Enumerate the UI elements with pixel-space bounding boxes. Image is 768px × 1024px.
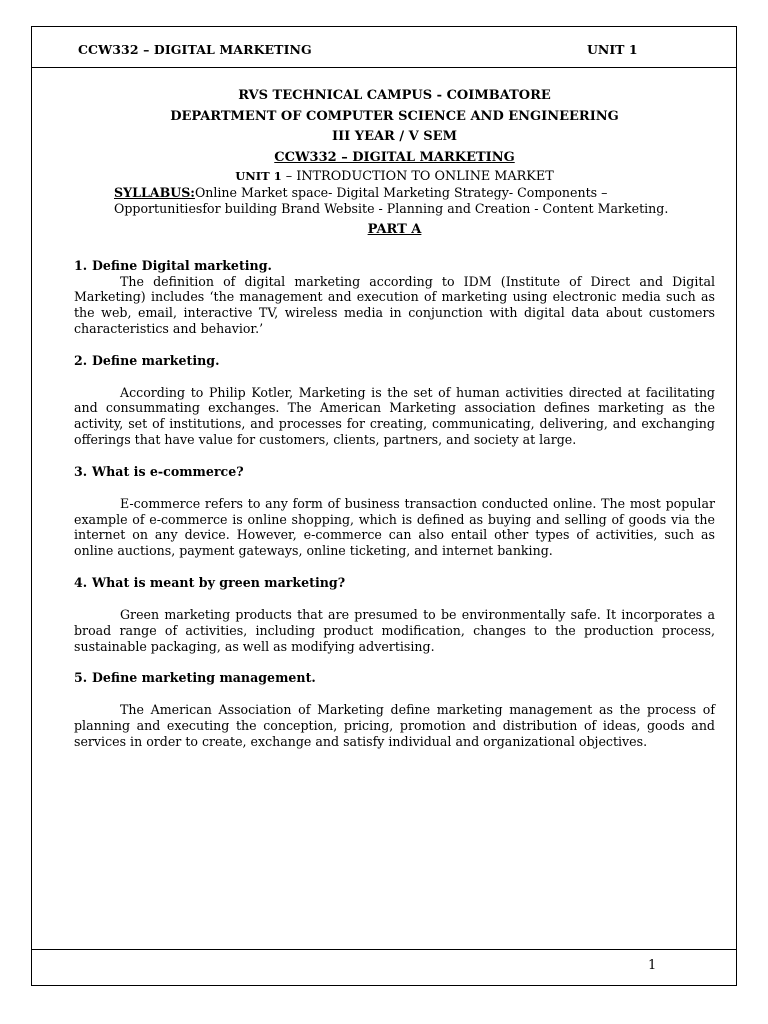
answer-paragraph: According to Philip Kotler, Marketing is the set of human activities directed at facilitating and consummating exchanges. The American Marketing association defines marketing as the activity, set of institutions, and processes for creating, communicating, delivering, and exchanging offerings that have value for customers, clients, partners, and society at large. (74, 384, 715, 448)
question-text: Define marketing management. (92, 670, 316, 686)
question-heading (74, 464, 715, 480)
question-heading (74, 353, 715, 369)
page-number: 1 (648, 958, 657, 973)
page-header (32, 27, 736, 68)
campus-title: RVS TECHNICAL CAMPUS - COIMBATORE (238, 88, 551, 103)
question-number: 2. (74, 352, 88, 368)
question-heading (74, 258, 715, 274)
answer-paragraph: The American Association of Marketing define marketing management as the process of planning and executing the conception, pricing, promotion and distribution of ideas, goods and services in order to create, exchange and satisfy individual and organizational objectives. (74, 702, 715, 750)
unit-name: – INTRODUCTION TO ONLINE MARKET (281, 169, 554, 184)
course-title: CCW332 – DIGITAL MARKETING (274, 149, 515, 165)
question-text: What is e-commerce? (92, 463, 244, 479)
department-title: DEPARTMENT OF COMPUTER SCIENCE AND ENGINEERING (170, 108, 619, 124)
part-heading: PART A (367, 222, 422, 237)
question-text: Define Digital marketing. (92, 257, 272, 273)
question-number: 3. (74, 463, 88, 479)
question-number: 1. (74, 257, 88, 273)
question-number: 4. (74, 575, 88, 591)
footer-divider (32, 949, 736, 950)
answer-paragraph: The definition of digital marketing according to IDM (Institute of Direct and Digital Marketing) includes ‘the management and execution of marketing using electronic media such as the web, email, interactive TV, wireless media in conjunction with digital data about customers characteristics and behavior.’ (74, 273, 715, 336)
unit-title (74, 168, 715, 185)
syllabus (74, 185, 715, 217)
question-number: 5. (74, 670, 88, 686)
syllabus-text: Online Market space- Digital Marketing Strategy- Components – Opportunitiesfor building Brand Website - Planning and Creation - Content Marketing. (114, 185, 669, 216)
question-text: What is meant by green marketing? (92, 575, 346, 591)
question-text: Define marketing. (92, 352, 220, 368)
syllabus-label: SYLLABUS: (114, 185, 195, 200)
year-semester: III YEAR / V SEM (332, 129, 457, 144)
document-body (74, 86, 715, 750)
unit-prefix: UNIT 1 (235, 169, 282, 183)
question-heading (74, 575, 715, 591)
answer-paragraph: E-commerce refers to any form of business transaction conducted online. The most popular example of e-commerce is online shopping, which is defined as buying and selling of goods via the internet on any device. However, e-commerce can also entail other types of activities, such as online auctions, payment gateways, online ticketing, and internet banking. (74, 495, 715, 559)
question-heading (74, 670, 715, 686)
answer-paragraph: Green marketing products that are presumed to be environmentally safe. It incorporates a broad range of activities, including product modification, changes to the production process, sustainable packaging, as well as modifying advertising. (74, 607, 715, 654)
header-unit: UNIT 1 (587, 42, 638, 57)
header-course: CCW332 – DIGITAL MARKETING (78, 42, 312, 57)
